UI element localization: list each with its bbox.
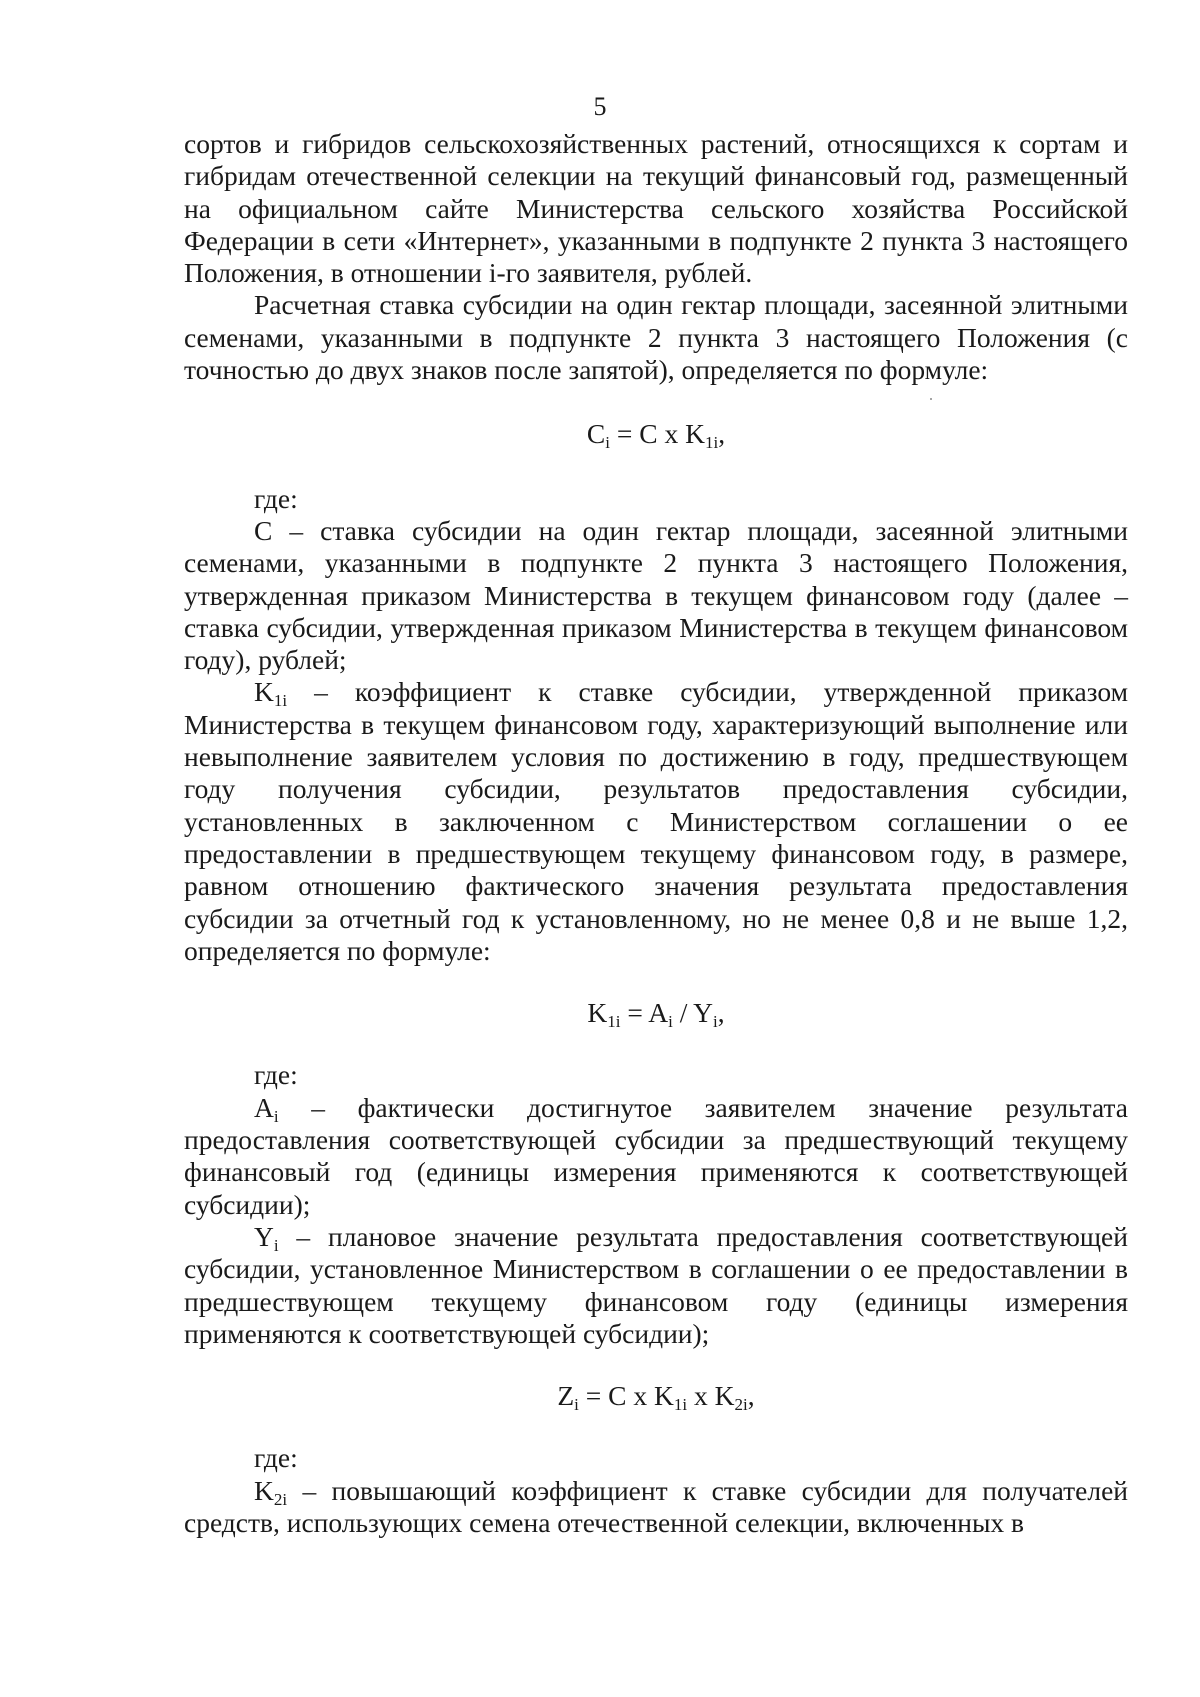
symbol: K xyxy=(254,1474,274,1506)
formula-term: = С x K xyxy=(609,418,705,450)
formula-subscript: 1i xyxy=(673,1394,688,1414)
paragraph-rate-intro: Расчетная ставка субсидии на один гектар площади, засеянной элитными семенами, указанными в подпункте 2 пункта 3 настоящего Положения (с точностью до двух знаков после запятой), определяется по формуле: xyxy=(184,289,1128,386)
paragraph-continuation: сортов и гибридов сельскохозяйственных растений, относящихся к сортам и гибридам отечественной селекции на текущий финансовый год, размещенный на официальном сайте Министерства сельского хозяйства Российской Федерации в сети «Интернет», указанными в подпункте 2 пункта 3 настоящего Положения, в отношении i-го заявителя, рублей. xyxy=(184,128,1128,289)
formula-term: = A xyxy=(620,997,669,1029)
where-label: где: xyxy=(254,1442,298,1474)
symbol-subscript: 2i xyxy=(273,1489,288,1509)
formula-term: , xyxy=(747,1380,755,1412)
formula-term: K xyxy=(587,997,608,1029)
formula-term: = C x K xyxy=(578,1380,674,1412)
formula-subscript: i xyxy=(574,1394,579,1414)
definition-text: – плановое значение результата предоставления соответствующей субсидии, установленное Министерством в соглашении о ее предоставлении в предшествующем текущему финансовом году (единицы измерения применяются к соответствующей субсидии); xyxy=(184,1220,1128,1349)
document-body xyxy=(184,128,1128,1539)
symbol-subscript: 1i xyxy=(273,691,288,711)
definition-k1i xyxy=(184,676,1128,967)
definition-c: С – ставка субсидии на один гектар площади, засеянной элитными семенами, указанными в подпункте 2 пункта 3 настоящего Положения, утвержденная приказом Министерства в текущем финансовом году (далее – ставка субсидии, утвержденная приказом Министерства в текущем финансовом году), рублей; xyxy=(184,514,1128,676)
formula-subscript: 2i xyxy=(734,1394,748,1414)
symbol-subscript: i xyxy=(273,1235,279,1255)
page-number: 5 xyxy=(593,92,607,121)
formula-subscript: i xyxy=(605,433,610,453)
formula-zi xyxy=(184,1380,1128,1412)
where-label: где: xyxy=(254,482,298,514)
formula-term: , xyxy=(717,997,725,1029)
formula-subscript: 1i xyxy=(607,1011,621,1031)
definition-text: – фактически достигнутое заявителем значение результата предоставления соответствующей субсидии за предшествующий текущему финансовый год (единицы измерения применяются к соответствующей субсидии); xyxy=(184,1091,1128,1220)
formula-ci xyxy=(184,418,1128,453)
formula-subscript: 1i xyxy=(704,433,719,453)
formula-subscript: i xyxy=(668,1011,673,1031)
formula-k1i xyxy=(184,997,1128,1029)
formula-term: / Y xyxy=(672,997,714,1029)
definition-k2i xyxy=(184,1475,1128,1540)
formula-term: C xyxy=(586,418,606,450)
symbol-subscript: i xyxy=(273,1106,279,1126)
formula-term: Z xyxy=(557,1380,575,1412)
formula-subscript: i xyxy=(713,1011,718,1031)
definition-yi xyxy=(184,1221,1128,1350)
scan-speck xyxy=(930,398,932,400)
symbol: Y xyxy=(254,1220,274,1252)
definition-ai xyxy=(184,1092,1128,1221)
definition-text: – коэффициент к ставке субсидии, утвержденной приказом Министерства в текущем финансовом году, характеризующий выполнение или невыполнение заявителем условия по достижению в году, предшествующем году получения субсидии, результатов предоставления субсидии, установленных в заключенном с Министерством соглашении о ее предоставлении в предшествующем текущему финансовом году, в размере, равном отношению фактического значения результата предоставления субсидии за отчетный год к установленному, но не менее 0,8 и не выше 1,2, определяется по формуле: xyxy=(184,676,1128,966)
formula-term: x K xyxy=(687,1380,735,1412)
definition-text: – повышающий коэффициент к ставке субсидии для получателей средств, использующих семена отечественной селекции, включенных в xyxy=(184,1474,1128,1538)
formula-term: , xyxy=(718,418,726,450)
where-label: где: xyxy=(254,1059,298,1091)
symbol: A xyxy=(254,1091,274,1123)
symbol: K xyxy=(254,676,274,708)
